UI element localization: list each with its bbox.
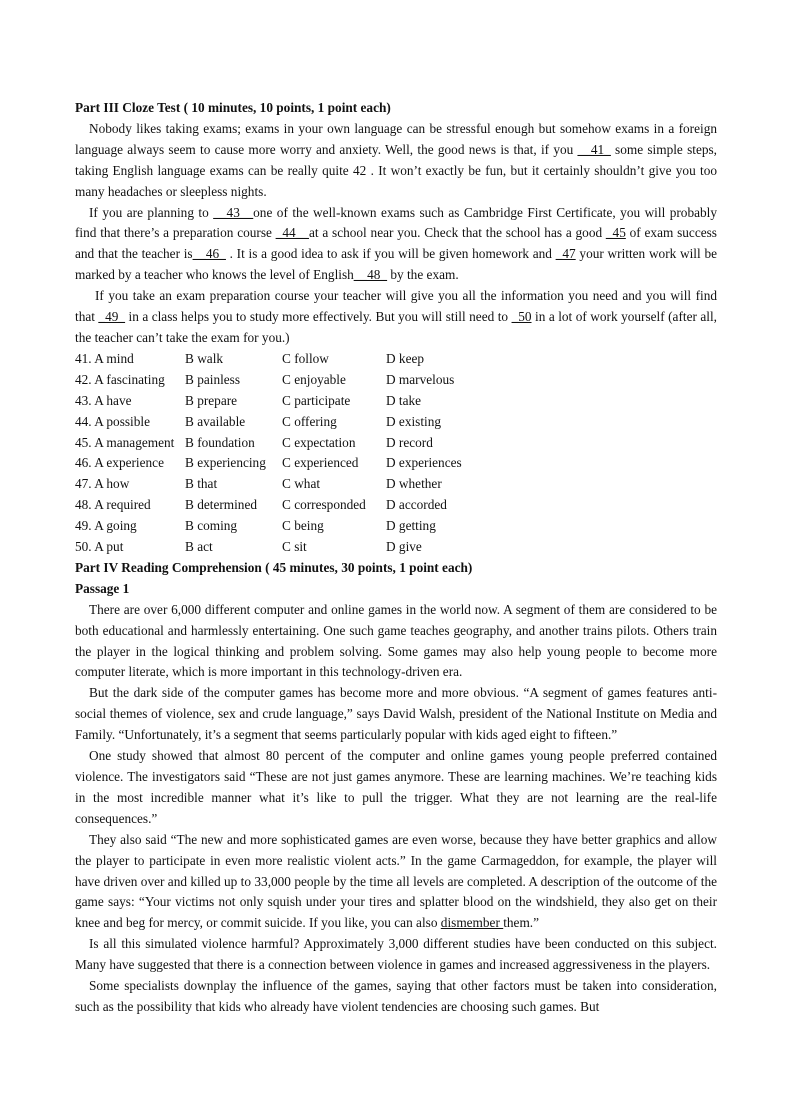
blank-50: _50 xyxy=(511,309,532,325)
option-row: 45. A management B foundation C expectation D record xyxy=(75,434,433,450)
blank-44: _44__ xyxy=(275,225,309,241)
passage-title: Passage 1 xyxy=(75,580,130,596)
blank-43: __43__ xyxy=(213,204,254,220)
cloze-paragraph-2: If you are planning to __43__one of the well-known exams such as Cambridge First Certificate, you will probably find that there’s a preparation course _44__at a school near you. Check that the school has a good _45 of exam success and that the teacher is__46_ . It is a good idea to ask if you will be given homework and _47 your written work will be marked by a teacher who knows the level of English__48_ by the exam. xyxy=(75,204,717,283)
option-row: 50. A put B act C sit D give xyxy=(75,539,422,555)
passage-paragraph: There are over 6,000 different computer and online games in the world now. A segment of them are considered to be both educational and harmlessly entertaining. One such game teaches geography, and another trains pilots. Others train the player in the logical thinking and problem solving. Some games may also help young people to become more computer literate, which is more important in this technology-driven era. xyxy=(75,601,717,680)
blank-41: __41_ xyxy=(577,141,611,157)
option-row: 43. A have B prepare C participate D take xyxy=(75,392,422,408)
exam-page xyxy=(75,98,717,1018)
option-row: 44. A possible B available C offering D existing xyxy=(75,413,442,429)
option-row: 42. A fascinating B painless C enjoyable D marvelous xyxy=(75,371,455,387)
options-list xyxy=(75,349,717,558)
passage-paragraph: Is all this simulated violence harmful? Approximately 3,000 different studies have been conducted on this subject. Many have suggested that there is a connection between violence in games and increased aggressiveness in the players. xyxy=(75,936,717,973)
part3-heading: Part III Cloze Test ( 10 minutes, 10 points, 1 point each) xyxy=(75,100,391,115)
option-row: 47. A how B that C what D whether xyxy=(75,476,442,492)
passage-paragraph: Some specialists downplay the influence of the games, saying that other factors must be taken into consideration, such as the possibility that kids who already have violent tendencies are choosing such games. But xyxy=(75,978,717,1014)
passage-paragraph: They also said “The new and more sophisticated games are even worse, because they have better graphics and allow the player to participate in even more realistic violent acts.” In the game Carmageddon, for example, the player will have driven over and killed up to 33,000 people by the time all levels are completed. A description of the outcome of the game says: “Your victims not only squish under your tires and splatter blood on the windshield, they also get on their knee and beg for mercy, or commit suicide. If you like, you can also dismember them.” xyxy=(75,831,717,931)
blank-45: _45 xyxy=(605,225,626,241)
blank-47: _47 xyxy=(555,246,576,262)
passage-paragraph: One study showed that almost 80 percent of the computer and online games young people preferred contained violence. The investigators said “These are not just games anymore. These are learning machines. We’re teaching kids in the most incredible manner what it’s like to pull the trigger. What they are not learning are the real-life consequences.” xyxy=(75,748,717,826)
blank-46: __46_ xyxy=(192,246,226,262)
blank-48: __48_ xyxy=(353,267,388,283)
underlined-word-dismember: dismember xyxy=(440,915,504,931)
part4-heading: Part IV Reading Comprehension ( 45 minutes, 30 points, 1 point each) xyxy=(75,559,473,575)
passage-paragraph: But the dark side of the computer games has become more and more obvious. “A segment of games features anti-social themes of violence, sex and crude language,” says David Walsh, president of the National Institute on Media and Family. “Unfortunately, it’s a segment that seems particularly popular with kids aged eight to fifteen.” xyxy=(75,685,717,743)
cloze-paragraph-1: Nobody likes taking exams; exams in your own language can be stressful enough but somehow exams in a foreign language always seem to cause more worry and anxiety. Well, the good news is that, if you __41_ some simple steps, taking English language exams can be really quite 42 . It won’t exactly be fun, but it certainly shouldn’t give you too many headaches or sleepless nights. xyxy=(75,120,718,199)
option-row: 48. A required B determined C corresponded D accorded xyxy=(75,497,447,513)
cloze-paragraph-3: If you take an exam preparation course your teacher will give you all the information you need and you will find that _49_ in a class helps you to study more effectively. But you will still need to _50 in a lot of work yourself (after all, the teacher can’t take the exam for you.) xyxy=(75,288,717,345)
option-row: 46. A experience B experiencing C experienced D experiences xyxy=(75,455,462,471)
option-row: 41. A mind B walk C follow D keep xyxy=(75,350,425,366)
option-row: 49. A going B coming C being D getting xyxy=(75,518,436,534)
blank-49: _49_ xyxy=(98,309,126,325)
